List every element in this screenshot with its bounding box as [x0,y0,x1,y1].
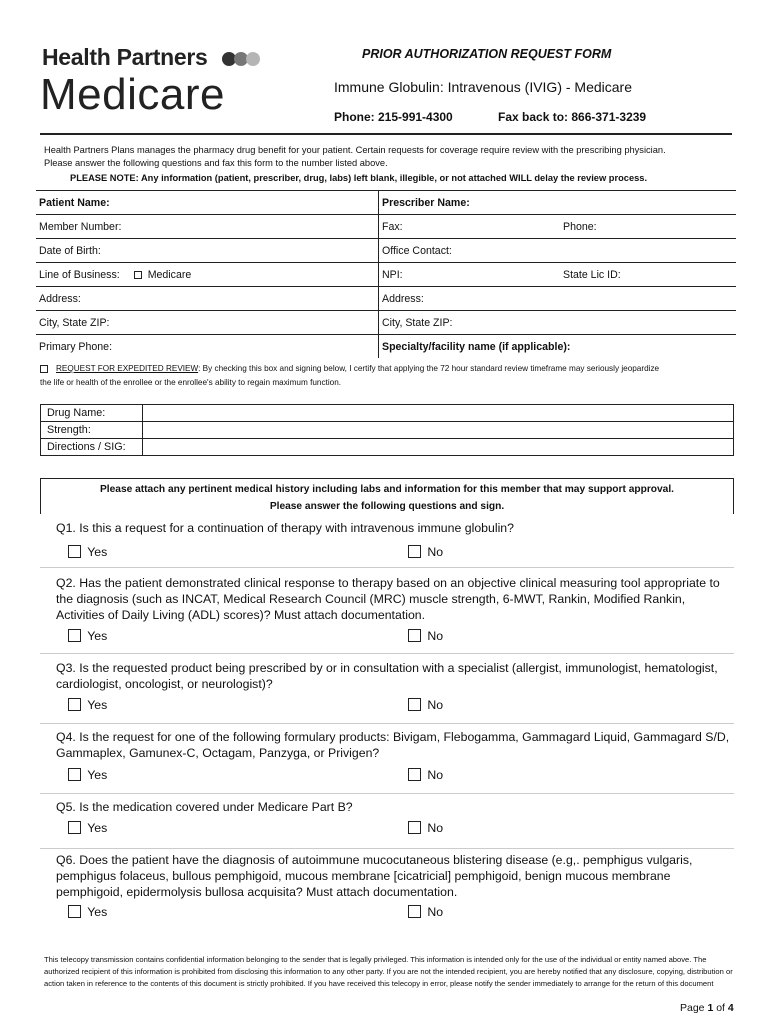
attach-line-1: Please attach any pertinent medical history including labs and information for this member that may support approval. [99,484,674,495]
expedited-review-checkbox[interactable] [40,365,48,373]
prescriber-address-field[interactable] [379,287,737,311]
member-number-field[interactable] [36,215,379,239]
drug-name-label: Drug Name: [41,405,143,422]
directions-input[interactable] [143,439,734,456]
intro-line-1: Health Partners Plans manages the pharmacy drug benefit for your patient. Certain requests for coverage require review with the prescribing physician. [44,145,666,155]
state-lic-label: State Lic ID: [563,268,621,281]
question-4-text: Q4. Is the request for one of the following formulary products: Bivigam, Flebogamma, Gammagard Liquid, Gammagard S/D, Gammaplex, Gamunex-C, Octagam, Panzyga, or Privigen? [56,730,730,760]
q3-no-option[interactable] [408,698,443,712]
q6-yes-option[interactable] [68,905,107,919]
q3-yes-option[interactable] [68,698,107,712]
expedited-review-text-2: the life or health of the enrollee or the enrollee's ability to regain maximum function. [40,378,342,387]
q2-no-checkbox[interactable] [408,629,421,642]
attach-line-2: Please answer the following questions and sign. [269,501,505,512]
logo-medicare: Medicare [40,70,225,119]
line-of-business-label: Line of Business: [39,268,120,281]
q4-yes-checkbox[interactable] [68,768,81,781]
patient-name-field[interactable] [36,191,379,215]
q2-no-option[interactable] [408,629,443,643]
question-6-text: Q6. Does the patient have the diagnosis of autoimmune mucocutaneous blistering disease (e.g,. pemphigus vulgaris, pemphigus folaceus, bullous pemphigoid, mucous membrane [cicatricial] pemphigoid, benign mucous membrane pemphigoid, epidermolysis bullosa acquisita? Must attach documentation. [56,853,693,899]
q1-yes-label: Yes [87,545,108,559]
q2-no-label: No [427,629,444,643]
q4-yes-label: Yes [87,768,108,782]
confidentiality-notice: This telecopy transmission contains confidential information belonging to the sender that is legally privileged. This information is intended only for the use of the individual or entity named above. The authorized recipient of this information is prohibited from disclosing this information to any other party. If you are not the intended recipient, you are hereby notified that any disclosure, copying, distribution or action taken in reference to the contents of this document is strictly prohibited. If you have received this telecopy in error, please notify the sender immediately to arrange for the return of this document [44,955,733,989]
q6-yes-label: Yes [87,905,108,919]
page-total: 4 [727,1002,734,1014]
prescriber-fax-phone-field[interactable] [379,215,737,239]
npi-label: NPI: [382,268,403,281]
q3-no-checkbox[interactable] [408,698,421,711]
header-divider [40,133,732,135]
office-contact-field[interactable] [379,239,737,263]
specialty-label: Specialty/facility name (if applicable): [382,340,571,353]
prescriber-name-field[interactable] [379,191,737,215]
question-2 [40,568,734,654]
question-4 [40,724,734,794]
q4-no-label: No [427,768,444,782]
q2-yes-checkbox[interactable] [68,629,81,642]
q5-yes-checkbox[interactable] [68,821,81,834]
question-1-text: Q1. Is this a request for a continuation of therapy with intravenous immune globulin? [56,521,514,535]
primary-phone-label: Primary Phone: [39,340,113,353]
patient-address-field[interactable] [36,287,379,311]
form-title: PRIOR AUTHORIZATION REQUEST FORM [362,47,612,61]
q4-no-checkbox[interactable] [408,768,421,781]
prescriber-address-label: Address: [382,292,424,305]
prescriber-city-label: City, State ZIP: [382,316,453,329]
q1-no-option[interactable] [408,545,443,559]
q4-no-option[interactable] [408,768,443,782]
q6-no-option[interactable] [408,905,443,919]
directions-label: Directions / SIG: [41,439,143,456]
q3-no-label: No [427,698,444,712]
logo-dots [222,52,272,66]
strength-label: Strength: [41,422,143,439]
logo-dot-3 [246,52,260,66]
q2-yes-option[interactable] [68,629,107,643]
patient-prescriber-table [36,190,736,358]
patient-city-label: City, State ZIP: [39,316,110,329]
phone-number: Phone: 215-991-4300 [334,110,453,124]
q1-yes-checkbox[interactable] [68,545,81,558]
npi-lic-field[interactable] [379,263,737,287]
question-3-text: Q3. Is the requested product being prescribed by or in consultation with a specialist (allergist, immunologist, hematologist, cardiologist, oncologist, or neurologist)? [56,661,718,691]
patient-name-label: Patient Name: [39,196,110,209]
expedited-review-text: : By checking this box and signing below, I certify that applying the 72 hour standard review timeframe may seriously jeopardize [198,364,660,373]
prescriber-fax-label: Fax: [382,220,403,233]
page-label: Page [680,1002,708,1014]
q1-no-label: No [427,545,444,559]
dob-label: Date of Birth: [39,244,101,257]
logo-health-partners: Health Partners [42,44,208,70]
q1-no-checkbox[interactable] [408,545,421,558]
primary-phone-field[interactable] [36,335,379,359]
q5-no-checkbox[interactable] [408,821,421,834]
q5-no-label: No [427,821,444,835]
dob-field[interactable] [36,239,379,263]
expedited-review [40,362,732,390]
question-5-text: Q5. Is the medication covered under Medicare Part B? [56,800,353,814]
question-2-text: Q2. Has the patient demonstrated clinical response to therapy based on an objective clinical measuring tool appropriate to the diagnosis (such as INCAT, Medical Research Council (MRC) muscle strength, 6-MWT, Rankin, Modified Rankin, Activities of Daily Living (ADL) scores)? Must attach documentation. [56,576,720,622]
office-contact-label: Office Contact: [382,244,452,257]
intro-line-2: Please answer the following questions and fax this form to the number listed above. [44,158,388,168]
attach-notice [40,478,734,514]
q4-yes-option[interactable] [68,768,107,782]
line-of-business-field [36,263,379,287]
fax-number: Fax back to: 866-371-3239 [498,110,647,124]
questions-section [40,514,734,939]
prescriber-city-field[interactable] [379,311,737,335]
q5-yes-label: Yes [87,821,108,835]
q6-yes-checkbox[interactable] [68,905,81,918]
q5-no-option[interactable] [408,821,443,835]
q5-yes-option[interactable] [68,821,107,835]
prescriber-name-label: Prescriber Name: [382,196,470,209]
question-6 [40,849,734,939]
member-number-label: Member Number: [39,220,122,233]
q1-yes-option[interactable] [68,545,107,559]
prescriber-phone-label: Phone: [563,220,597,233]
question-1 [40,514,734,568]
page-current: 1 [707,1002,714,1014]
medicare-label: Medicare [147,268,192,281]
intro-text [44,144,734,170]
q3-yes-checkbox[interactable] [68,698,81,711]
page-number [680,1002,734,1014]
please-note: PLEASE NOTE: Any information (patient, prescriber, drug, labs) left blank, illegible, or not attached WILL delay the review process. [70,173,648,183]
drug-title: Immune Globulin: Intravenous (IVIG) - Medicare [334,79,633,95]
page-of: of [713,1002,728,1014]
expedited-review-label: REQUEST FOR EXPEDITED REVIEW [56,364,199,373]
patient-city-field[interactable] [36,311,379,335]
q6-no-checkbox[interactable] [408,905,421,918]
q2-yes-label: Yes [87,629,108,643]
specialty-field[interactable] [379,335,737,359]
question-3 [40,654,734,724]
question-5 [40,794,734,849]
drug-name-input[interactable] [143,405,734,422]
q3-yes-label: Yes [87,698,108,712]
patient-address-label: Address: [39,292,81,305]
q6-no-label: No [427,905,444,919]
medicare-checkbox[interactable] [134,271,142,279]
drug-table [40,404,734,456]
strength-input[interactable] [143,422,734,439]
